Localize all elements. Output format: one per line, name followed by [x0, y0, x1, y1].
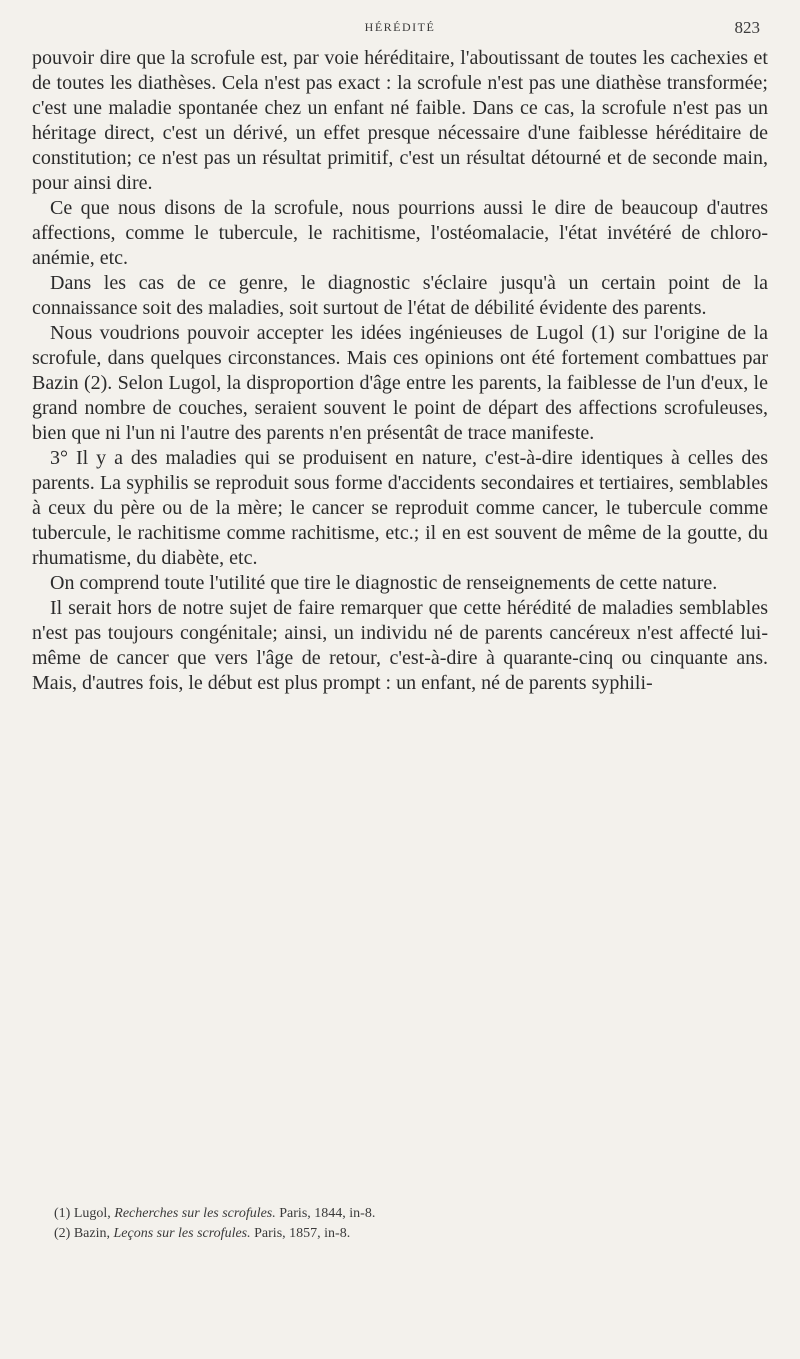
paragraph: Dans les cas de ce genre, le diagnostic s'éclaire jusqu'à un certain point de la connaissance soit des maladies, soit surtout de l'état de débilité évidente des parents. [32, 272, 768, 319]
footnote-title: Leçons sur les scrofules. [113, 1226, 251, 1241]
paragraph: pouvoir dire que la scrofule est, par voie héréditaire, l'aboutissant de toutes les cachexies et de toutes les diathèses. Cela n'est pas exact : la scrofule n'est pas une diathèse transformée; c'est une maladie spontanée chez un enfant né faible. Dans ce cas, la scrofule n'est pas un héritage direct, c'est un dérivé, un effet presque nécessaire d'une faiblesse héréditaire de constitution; ce n'est pas un résultat primitif, c'est un résultat détourné et de seconde main, pour ainsi dire. [32, 47, 768, 194]
footnote [54, 1204, 768, 1224]
paragraph: Il serait hors de notre sujet de faire remarquer que cette hérédité de maladies semblables n'est pas toujours congénitale; ainsi, un individu né de parents cancéreux n'est affecté lui-même de cancer que vers l'âge de retour, c'est-à-dire à quarante-cinq ou cinquante ans. Mais, d'autres fois, le début est plus prompt : un enfant, né de parents syphili- [32, 597, 768, 694]
paragraph: On comprend toute l'utilité que tire le diagnostic de renseignements de cette nature. [50, 572, 718, 594]
footnote-marker: (1) [54, 1206, 71, 1221]
footnote [54, 1224, 768, 1244]
paragraph: 3° Il y a des maladies qui se produisent en nature, c'est-à-dire identiques à celles des parents. La syphilis se reproduit sous forme d'accidents secondaires et tertiaires, semblables à ceux du père ou de la mère; le cancer se reproduit comme cancer, le tubercule comme tubercule, le rachitisme comme rachitisme, etc.; il en est souvent de même de la goutte, du rhumatisme, du diabète, etc. [32, 447, 768, 569]
paragraph: Nous voudrions pouvoir accepter les idées ingénieuses de Lugol (1) sur l'origine de la scrofule, dans quelques circonstances. Mais ces opinions ont été fortement combattues par Bazin (2). Selon Lugol, la disproportion d'âge entre les parents, la faiblesse de l'un d'eux, le grand nombre de couches, seraient souvent le point de départ des affections scrofuleuses, bien que ni l'un ni l'autre des parents n'en présentât de trace manifeste. [32, 322, 768, 444]
footnote-author: Lugol, [73, 1206, 111, 1221]
running-title: HÉRÉDITÉ [364, 20, 436, 34]
footnote-marker: (2) [54, 1226, 71, 1241]
body-text [32, 46, 768, 696]
page-number: 823 [734, 18, 760, 37]
footnote-details: Paris, 1857, in-8. [254, 1226, 351, 1241]
footnote-details: Paris, 1844, in-8. [279, 1206, 376, 1221]
footnotes [32, 1204, 768, 1244]
footnote-author: Bazin, [73, 1226, 110, 1241]
footnote-title: Recherches sur les scrofules. [114, 1206, 276, 1221]
paragraph: Ce que nous disons de la scrofule, nous pourrions aussi le dire de beaucoup d'autres affections, comme le tubercule, le rachitisme, l'ostéomalacie, l'état invétéré de chloro-anémie, etc. [32, 197, 768, 269]
page-header [40, 12, 760, 42]
